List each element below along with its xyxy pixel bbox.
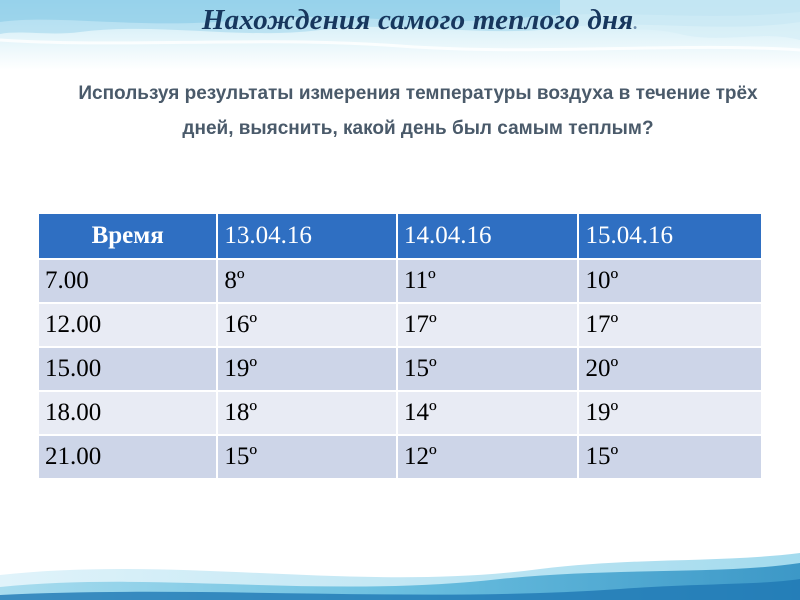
temp-cell: 12º	[397, 435, 579, 479]
temp-cell: 16º	[217, 303, 397, 347]
title-dot: .	[633, 13, 639, 33]
table-row	[38, 347, 762, 391]
header-date-2: 14.04.16	[397, 213, 579, 259]
header-time: Время	[38, 213, 217, 259]
temp-cell: 17º	[578, 303, 762, 347]
time-cell: 18.00	[38, 391, 217, 435]
slide-title	[0, 4, 800, 37]
table-header-row	[38, 213, 762, 259]
temp-cell: 10º	[578, 259, 762, 303]
time-cell: 21.00	[38, 435, 217, 479]
temp-cell: 15º	[578, 435, 762, 479]
temp-cell: 15º	[217, 435, 397, 479]
header-date-1: 13.04.16	[217, 213, 397, 259]
time-cell: 15.00	[38, 347, 217, 391]
header-date-3: 15.04.16	[578, 213, 762, 259]
temp-cell: 18º	[217, 391, 397, 435]
wave-decoration	[0, 545, 800, 600]
temp-cell: 19º	[578, 391, 762, 435]
temp-cell: 17º	[397, 303, 579, 347]
temp-cell: 11º	[397, 259, 579, 303]
time-cell: 7.00	[38, 259, 217, 303]
title-text: Нахождения самого теплого дня	[201, 4, 634, 36]
table-row	[38, 391, 762, 435]
time-cell: 12.00	[38, 303, 217, 347]
table-row	[38, 303, 762, 347]
temp-cell: 15º	[397, 347, 579, 391]
temperature-table	[37, 212, 763, 480]
table-row	[38, 259, 762, 303]
temp-cell: 19º	[217, 347, 397, 391]
temp-cell: 20º	[578, 347, 762, 391]
temp-cell: 8º	[217, 259, 397, 303]
task-text: Используя результаты измерения температуры воздуха в течение трёх дней, выяснить, какой день был самым теплым?	[78, 83, 758, 139]
table-row	[38, 435, 762, 479]
temp-cell: 14º	[397, 391, 579, 435]
